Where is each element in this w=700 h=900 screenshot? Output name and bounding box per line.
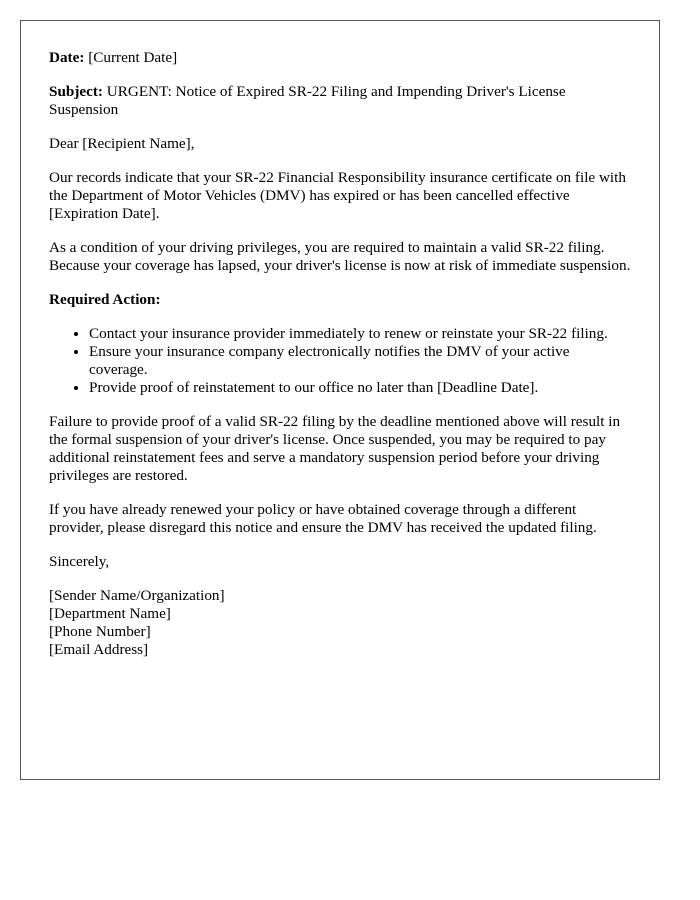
paragraph-requirement: As a condition of your driving privileges, you are required to maintain a valid SR-22 filing. Because your coverage has lapsed, your driver's license is now at risk of immediate suspension.: [49, 239, 631, 274]
subject-line: [49, 83, 631, 119]
salutation: Dear [Recipient Name],: [49, 135, 195, 152]
paragraph-consequences: Failure to provide proof of a valid SR-22 filing by the deadline mentioned above will result in the formal suspension of your driver's license. Once suspended, you may be required to pay additional reinstatement fees and serve a mandatory suspension period before your driving privileges are restored.: [49, 413, 621, 484]
date-line: [49, 49, 631, 67]
date-label: Date:: [49, 49, 85, 66]
subject-value: URGENT: Notice of Expired SR-22 Filing and Impending Driver's License Suspension: [49, 83, 566, 118]
required-action-heading: Required Action:: [49, 291, 161, 308]
sender-name: [Sender Name/Organization]: [49, 587, 225, 604]
date-value: [Current Date]: [88, 49, 178, 66]
department-name: [Department Name]: [49, 605, 171, 622]
list-item: • Ensure your insurance company electronically notifies the DMV of your active coverage.: [89, 343, 631, 379]
email-address: [Email Address]: [49, 641, 149, 658]
paragraph-expiration: Our records indicate that your SR-22 Financial Responsibility insurance certificate on file with the Department of Motor Vehicles (DMV) has expired or has been cancelled effective [Expiration Date].: [49, 169, 626, 222]
subject-label: Subject:: [49, 83, 103, 100]
letter-document: [20, 20, 660, 780]
closing: Sincerely,: [49, 553, 110, 570]
list-item: • Provide proof of reinstatement to our office no later than [Deadline Date].: [89, 379, 631, 397]
required-action-list: [49, 325, 631, 397]
paragraph-disregard: If you have already renewed your policy or have obtained coverage through a different provider, please disregard this notice and ensure the DMV has received the updated filing.: [49, 501, 597, 536]
list-item: • Contact your insurance provider immediately to renew or reinstate your SR-22 filing.: [89, 325, 631, 343]
signature-block: [49, 587, 631, 659]
phone-number: [Phone Number]: [49, 623, 151, 640]
